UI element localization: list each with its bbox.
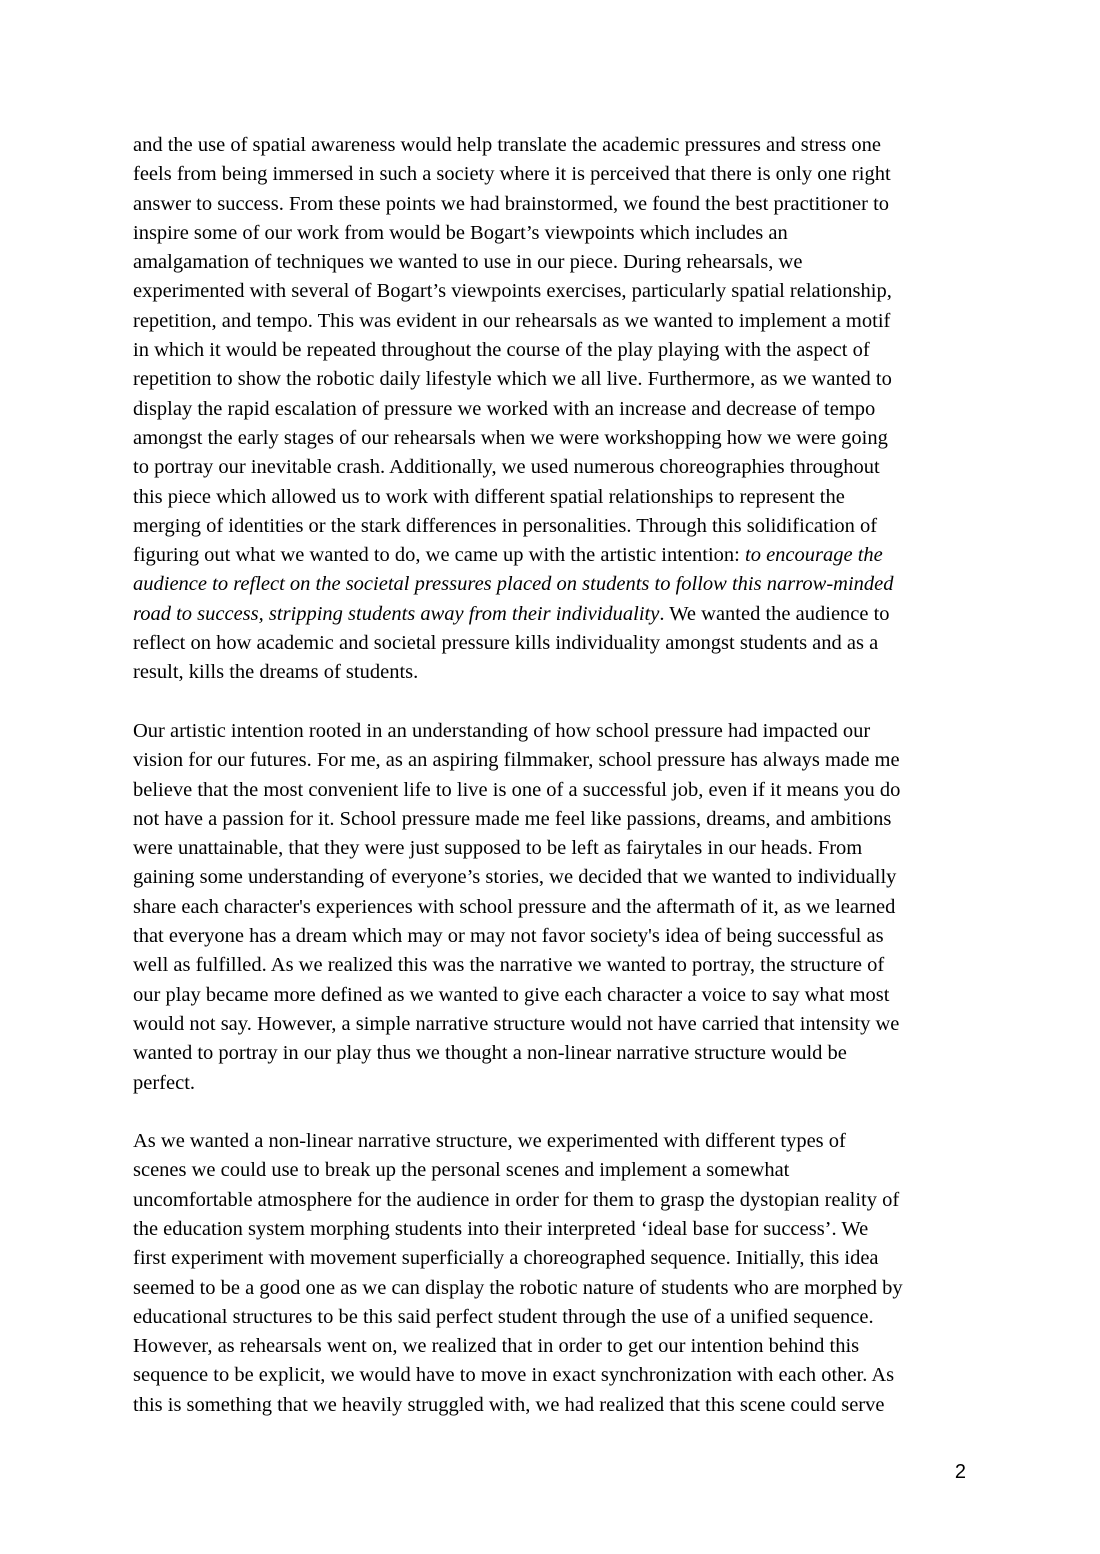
text-run: perfect. bbox=[133, 1071, 196, 1094]
text-line bbox=[133, 248, 973, 277]
text-line bbox=[133, 277, 973, 306]
text-run: amongst the early stages of our rehearsals when we were workshopping how we were going bbox=[133, 426, 888, 449]
text-line bbox=[133, 600, 973, 629]
text-line bbox=[133, 746, 973, 775]
text-line bbox=[133, 1274, 973, 1303]
text-run: result, kills the dreams of students. bbox=[133, 661, 419, 684]
text-line bbox=[133, 863, 973, 892]
text-line bbox=[133, 1186, 973, 1215]
text-run: well as fulfilled. As we realized this was the narrative we wanted to portray, the structure of bbox=[133, 954, 885, 977]
text-run: and the use of spatial awareness would help translate the academic pressures and stress one bbox=[133, 134, 881, 156]
text-line bbox=[133, 922, 973, 951]
text-line bbox=[133, 834, 973, 863]
text-run: reflect on how academic and societal pressure kills individuality amongst students and as a bbox=[133, 632, 879, 655]
text-line bbox=[133, 717, 973, 746]
text-line bbox=[133, 483, 973, 512]
text-run: merging of identities or the stark differences in personalities. Through this solidification of bbox=[133, 514, 878, 537]
text-run: share each character's experiences with school pressure and the aftermath of it, as we learned bbox=[133, 895, 896, 918]
text-line bbox=[133, 541, 973, 570]
text-line bbox=[133, 1332, 973, 1361]
paragraph bbox=[133, 717, 973, 1098]
text-run: were unattainable, that they were just supposed to be left as fairytales in our heads. From bbox=[133, 837, 863, 860]
text-line bbox=[133, 1010, 973, 1039]
text-run: believe that the most convenient life to live is one of a successful job, even if it means you do bbox=[133, 778, 901, 801]
text-run: seemed to be a good one as we can display the robotic nature of students who are morphed by bbox=[133, 1276, 903, 1299]
text-line bbox=[133, 336, 973, 365]
text-line bbox=[133, 1127, 973, 1156]
text-line bbox=[133, 512, 973, 541]
italic-text: to encourage the bbox=[745, 544, 883, 567]
text-line bbox=[133, 131, 973, 160]
italic-text: road to success, stripping students away from their individuality bbox=[133, 602, 660, 625]
text-run: vision for our futures. For me, as an aspiring filmmaker, school pressure has always made me bbox=[133, 749, 900, 772]
text-line bbox=[133, 424, 973, 453]
text-run: inspire some of our work from would be Bogart’s viewpoints which includes an bbox=[133, 221, 788, 244]
text-line bbox=[133, 1156, 973, 1185]
text-run: the education system morphing students into their interpreted ‘ideal base for success’. We bbox=[133, 1217, 869, 1240]
page-number: 2 bbox=[954, 1461, 966, 1483]
text-line bbox=[133, 629, 973, 658]
text-line bbox=[133, 658, 973, 687]
text-run: this piece which allowed us to work with different spatial relationships to represent the bbox=[133, 485, 845, 508]
text-run: sequence to be explicit, we would have to move in exact synchronization with each other. As bbox=[133, 1364, 895, 1387]
text-line bbox=[133, 1391, 973, 1420]
italic-text: audience to reflect on the societal pressures placed on students to follow this narrow-minded bbox=[133, 573, 894, 596]
text-line bbox=[133, 951, 973, 980]
text-line bbox=[133, 893, 973, 922]
text-line bbox=[133, 395, 973, 424]
text-line bbox=[133, 570, 973, 599]
text-run: repetition, and tempo. This was evident in our rehearsals as we wanted to implement a motif bbox=[133, 309, 891, 332]
text-run: gaining some understanding of everyone’s stories, we decided that we wanted to individually bbox=[133, 866, 897, 889]
text-run: to portray our inevitable crash. Additionally, we used numerous choreographies throughout bbox=[133, 456, 880, 479]
text-run: scenes we could use to break up the personal scenes and implement a somewhat bbox=[133, 1159, 790, 1182]
text-run: figuring out what we wanted to do, we came up with the artistic intention: bbox=[133, 544, 746, 567]
body-text bbox=[133, 131, 973, 1420]
text-line bbox=[133, 981, 973, 1010]
text-run: . We wanted the audience to bbox=[659, 602, 890, 625]
paragraph bbox=[133, 1127, 973, 1420]
text-line bbox=[133, 190, 973, 219]
text-run: display the rapid escalation of pressure we worked with an increase and decrease of tempo bbox=[133, 397, 876, 420]
text-run: answer to success. From these points we had brainstormed, we found the best practitioner to bbox=[133, 192, 890, 215]
text-run: repetition to show the robotic daily lifestyle which we all live. Furthermore, as we wanted to bbox=[133, 368, 892, 391]
text-line bbox=[133, 1069, 973, 1098]
text-run: that everyone has a dream which may or may not favor society's idea of being successful as bbox=[133, 925, 884, 948]
text-line bbox=[133, 1361, 973, 1390]
text-run: this is something that we heavily struggled with, we had realized that this scene could serve bbox=[133, 1393, 885, 1416]
text-run: uncomfortable atmosphere for the audience in order for them to grasp the dystopian reality of bbox=[133, 1188, 900, 1211]
text-run: However, as rehearsals went on, we realized that in order to get our intention behind this bbox=[133, 1335, 860, 1358]
text-line bbox=[133, 1039, 973, 1068]
text-line bbox=[133, 1215, 973, 1244]
text-line bbox=[133, 1244, 973, 1273]
text-run: would not say. However, a simple narrative structure would not have carried that intensity we bbox=[133, 1012, 900, 1035]
text-line bbox=[133, 453, 973, 482]
text-run: feels from being immersed in such a society where it is perceived that there is only one right bbox=[133, 163, 891, 186]
text-line bbox=[133, 219, 973, 248]
text-line bbox=[133, 805, 973, 834]
text-line bbox=[133, 160, 973, 189]
text-run: not have a passion for it. School pressure made me feel like passions, dreams, and ambitions bbox=[133, 807, 892, 830]
paragraph bbox=[133, 131, 973, 688]
text-run: amalgamation of techniques we wanted to use in our piece. During rehearsals, we bbox=[133, 251, 803, 274]
text-run: educational structures to be this said perfect student through the use of a unified sequence. bbox=[133, 1305, 874, 1328]
text-run: first experiment with movement superficially a choreographed sequence. Initially, this idea bbox=[133, 1247, 879, 1270]
text-line bbox=[133, 776, 973, 805]
text-run: in which it would be repeated throughout the course of the play playing with the aspect of bbox=[133, 339, 870, 362]
text-line bbox=[133, 307, 973, 336]
text-run: As we wanted a non-linear narrative structure, we experimented with different types of bbox=[133, 1130, 846, 1153]
text-run: Our artistic intention rooted in an understanding of how school pressure had impacted our bbox=[133, 719, 871, 742]
text-run: wanted to portray in our play thus we thought a non-linear narrative structure would be bbox=[133, 1042, 847, 1065]
text-line bbox=[133, 1303, 973, 1332]
text-line bbox=[133, 365, 973, 394]
text-run: experimented with several of Bogart’s viewpoints exercises, particularly spatial relationship, bbox=[133, 280, 892, 303]
text-run: our play became more defined as we wanted to give each character a voice to say what most bbox=[133, 983, 890, 1006]
